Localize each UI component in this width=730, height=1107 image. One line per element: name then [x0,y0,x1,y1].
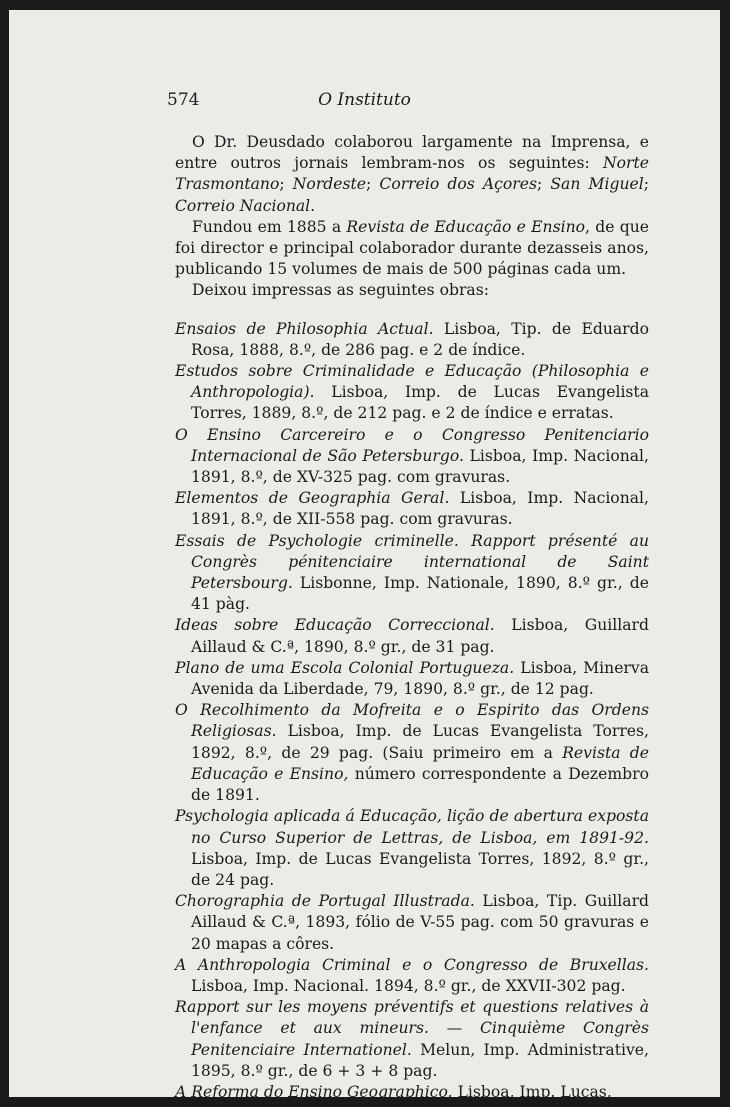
work-title-secondary: Revista de Educação e Ensino, [191,743,649,783]
work-entry [175,1082,649,1103]
work-entry [175,658,649,700]
work-entry [175,361,649,425]
work-title: O Ensino Carcereiro e o Congresso Penitenciario Internacional de São Petersburgo. [175,425,649,465]
journal-title: O Instituto [318,90,411,110]
work-details: Lisboa, Imp. de Lucas Evangelista Torres, 1892, 8.º gr., de 24 pag. [191,849,649,889]
work-details: Melun, Imp. Administrative, 1895, 8.º gr., de 6 + 3 + 8 pag. [191,1040,649,1080]
work-title: Ensaios de Philosophia Actual. [175,319,434,338]
work-entry [175,319,649,361]
work-title: Ideas sobre Educação Correccional. [175,616,495,635]
work-details: Lisboa, Imp. de Lucas Evangelista Torres, 1889, 8.º, de 212 pag. e 2 de índice e erratas. [191,383,649,423]
work-details: Lisboa, Imp. Nacional, 1891, 8.º, de XV-325 pag. com gravuras. [191,446,649,487]
work-title: A Reforma do Ensino Geographico. [175,1082,453,1101]
work-title: Elementos de Geographia Geral. [175,489,450,508]
work-title: Plano de uma Escola Colonial Portugueza. [175,658,515,677]
work-title: Rapport sur les moyens préventifs et questions relatives à l'enfance et aux mineurs. — Cinquième Congrès Penitenciaire Internationel. [175,998,649,1059]
work-title: Psychologia aplicada á Educação, lição de abertura exposta no Curso Superior de Lettras, de Lisboa, em 1891-92. [175,807,649,847]
work-details: Lisboa, Tip. Guillard Aillaud & C.ª, 1893, fólio de V-55 pag. com 50 gravuras e 20 mapas a côres. [191,892,650,953]
work-details: Lisboa, Tip. de Eduardo Rosa, 1888, 8.º, de 286 pag. e 2 de índice. [191,319,649,359]
work-details-secondary: número correspondente a Dezembro de 1891. [191,764,649,805]
work-details: Lisboa, Imp. de Lucas Evangelista Torres, 1892, 8.º, de 29 pag. (Saiu primeiro em a [191,722,649,762]
intro-paragraph: O Dr. Deusdado colaborou largamente na Imprensa, e entre outros jornais lembram-nos os seguintes: Norte Trasmontano; Nordeste; Correio dos Açores; San Miguel; Correio Nacional. [175,133,649,215]
work-entry [175,531,649,616]
work-details: Lisboa, Minerva Avenida da Liberdade, 79, 1890, 8.º gr., de 12 pag. [191,658,649,699]
work-entry [175,891,649,955]
work-details: Lisboa, Imp. Nacional, 1891, 8.º, de XII-558 pag. com gravuras. [191,489,649,529]
work-details: Lisboa, Guillard Aillaud & C.ª, 1890, 8.º gr., de 31 pag. [191,616,649,656]
work-details: Lisboa, Imp. Lucas, [457,1082,612,1101]
work-entry [175,955,649,997]
work-details: Lisboa, Imp. Nacional. 1894, 8.º gr., de XXVII-302 pag. [191,976,626,995]
work-entry [175,488,649,530]
work-details: Lisbonne, Imp. Nationale, 1890, 8.º gr., de 41 pàg. [191,574,649,614]
page-header [167,90,562,114]
book-page [9,10,720,1101]
page-body [175,132,649,1103]
work-title: Estudos sobre Criminalidade e Educação (Philosophia e Anthropologia). [175,362,649,402]
work-title: Essais de Psychologie criminelle. Rapport présenté au Congrès pénitenciaire international de Saint Petersbourg. [175,531,649,593]
work-title: A Anthropologia Criminal e o Congresso de Bruxellas. [175,955,649,974]
work-entry [175,700,649,806]
work-title: O Recolhimento da Mofreita e o Espirito das Ordens Religiosas. [175,701,649,741]
intro-paragraph: Deixou impressas as seguintes obras: [192,281,489,300]
page-number: 574 [167,90,200,110]
work-entry [175,997,649,1082]
intro-paragraph: Fundou em 1885 a Revista de Educação e Ensino, de que foi director e principal colaborador durante dezasseis anos, publicando 15 volumes de mais de 500 páginas cada um. [175,217,649,279]
work-entry [175,425,649,489]
works-list [175,319,649,1104]
work-title: Chorographia de Portugal Illustrada. [175,892,475,911]
work-entry [175,806,649,891]
work-entry [175,615,649,657]
